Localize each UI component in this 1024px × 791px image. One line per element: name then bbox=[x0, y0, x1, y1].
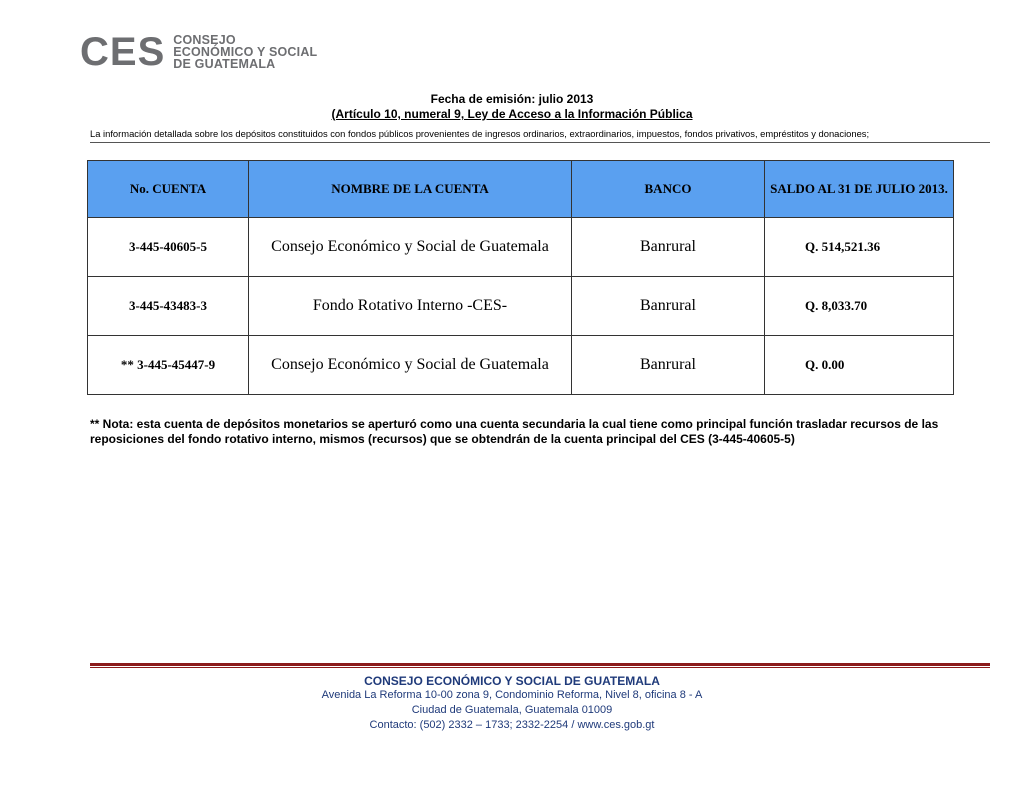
table-header-row bbox=[88, 161, 954, 218]
logo-line-3: DE GUATEMALA bbox=[173, 57, 276, 71]
col-header-nombre: NOMBRE DE LA CUENTA bbox=[249, 161, 572, 218]
cell-banco: Banrural bbox=[572, 277, 765, 336]
footnote: ** Nota: esta cuenta de depósitos monetarios se aperturó como una cuenta secundaria la cual tiene como principal función trasladar recursos de las reposiciones del fondo rotativo interno, mismos (recursos) que se obtendrán de la cuenta principal del CES (3-445-40605-5) bbox=[90, 417, 939, 446]
logo-mark: CES bbox=[80, 30, 166, 74]
footer-divider-thin bbox=[90, 667, 990, 668]
law-reference: (Artículo 10, numeral 9, Ley de Acceso a la Información Pública bbox=[331, 107, 693, 121]
footer-divider bbox=[90, 663, 990, 666]
cell-nombre: Consejo Económico y Social de Guatemala bbox=[249, 336, 572, 395]
footer-org: CONSEJO ECONÓMICO Y SOCIAL DE GUATEMALA bbox=[364, 674, 660, 688]
cell-nombre: Consejo Económico y Social de Guatemala bbox=[249, 218, 572, 277]
cell-saldo: Q. 0.00 bbox=[765, 336, 954, 395]
cell-cuenta: 3-445-40605-5 bbox=[88, 218, 249, 277]
table-row bbox=[88, 218, 954, 277]
footer-contact: Contacto: (502) 2332 – 1733; 2332-2254 / www.ces.gob.gt bbox=[369, 719, 655, 731]
cell-cuenta: ** 3-445-45447-9 bbox=[88, 336, 249, 395]
logo-text bbox=[173, 34, 317, 70]
ces-logo bbox=[80, 32, 317, 72]
logo-line-1: CONSEJO bbox=[173, 33, 236, 47]
cell-cuenta: 3-445-43483-3 bbox=[88, 277, 249, 336]
cell-nombre: Fondo Rotativo Interno -CES- bbox=[249, 277, 572, 336]
intro-text: La información detallada sobre los depósitos constituidos con fondos públicos provenientes de ingresos ordinarios, extraordinarios, impuestos, fondos privativos, empréstitos y donaciones; bbox=[90, 128, 990, 143]
footer-address-2: Ciudad de Guatemala, Guatemala 01009 bbox=[411, 704, 613, 716]
cell-saldo: Q. 514,521.36 bbox=[765, 218, 954, 277]
col-header-cuenta: No. CUENTA bbox=[88, 161, 249, 218]
col-header-saldo: SALDO AL 31 DE JULIO 2013. bbox=[765, 161, 954, 218]
accounts-table bbox=[87, 160, 954, 395]
cell-banco: Banrural bbox=[572, 336, 765, 395]
table-row bbox=[88, 336, 954, 395]
issue-date: Fecha de emisión: julio 2013 bbox=[430, 92, 594, 106]
cell-banco: Banrural bbox=[572, 218, 765, 277]
cell-saldo: Q. 8,033.70 bbox=[765, 277, 954, 336]
logo-line-2: ECONÓMICO Y SOCIAL bbox=[173, 45, 318, 59]
footer-address-1: Avenida La Reforma 10-00 zona 9, Condominio Reforma, Nivel 8, oficina 8 - A bbox=[321, 689, 703, 701]
table-row bbox=[88, 277, 954, 336]
col-header-banco: BANCO bbox=[572, 161, 765, 218]
